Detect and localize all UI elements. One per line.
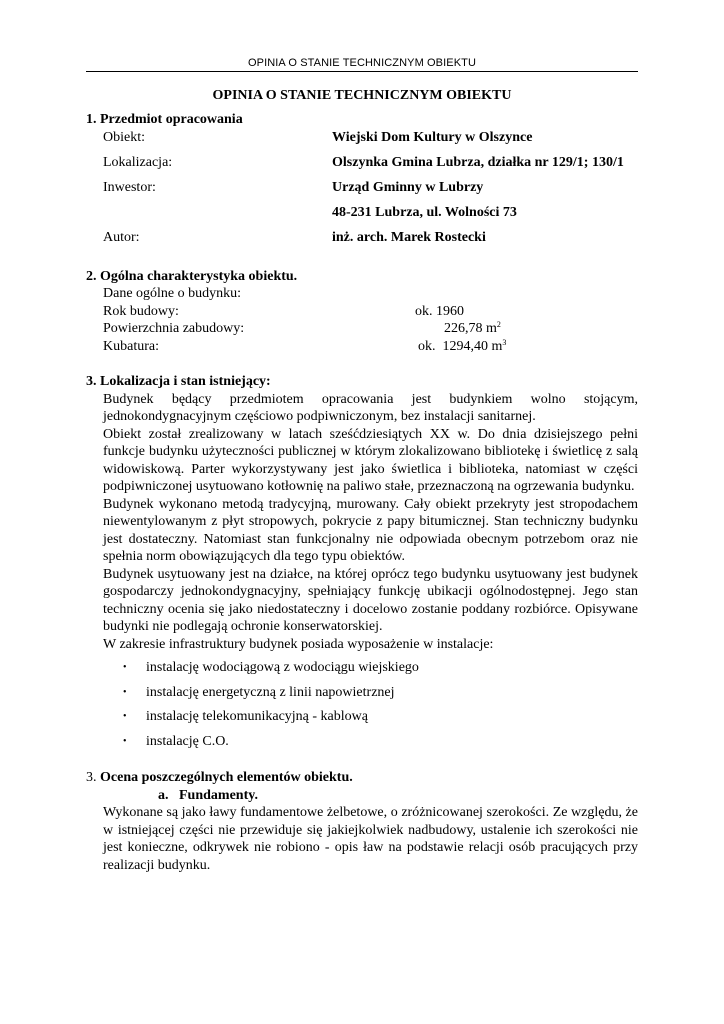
paragraph: Budynek usytuowany jest na działce, na której oprócz tego budynku usytuowany jest budynek gospodarczy jednokondygnacyjny, spełniający funkcję ubikacji ogólnodostępnej. Jego stan techniczny ocenia się jako niedostateczny i docelowo zostanie poddany rozbiórce. Opisywane budynki nie podlegają ochronie konserwatorskiej.	[103, 566, 638, 634]
paragraph: Wykonane są jako ławy fundamentowe żelbetowe, o zróżnicowanej szerokości. Ze względu, że w istniejącej części nie przewiduje się jakiejkolwiek nadbudowy, ustalenie ich szerokości nie jest konieczne, odkrywek nie robiono - opis ław na podstawie relacji osób pracujących przy realizacji budynku.	[103, 805, 638, 873]
general-data-intro: Dane ogólne o budynku:	[103, 286, 242, 301]
row-value: 226,78 $m^2$	[444, 320, 501, 336]
paragraph: W zakresie infrastruktury budynek posiada wyposażenie w instalacje:	[103, 636, 494, 652]
data-row-area	[103, 320, 638, 338]
row-label: Kubatura:	[103, 338, 159, 354]
row-value: inż. arch. Marek Rostecki	[332, 229, 486, 245]
row-value: ok. 1294,40 $m^3$	[418, 337, 507, 354]
document-title: OPINIA O STANIE TECHNICZNYM OBIEKTU	[212, 88, 512, 103]
bullet-icon: •	[123, 711, 127, 722]
data-row-volume	[103, 338, 638, 356]
running-header: OPINIA O STANIE TECHNICZNYM OBIEKTU	[247, 57, 476, 69]
row-value: 48-231 Lubrza, ul. Wolności 73	[332, 204, 517, 220]
general-data-list	[103, 303, 638, 356]
row-value: Olszynka Gmina Lubrza, działka nr 129/1; 130/1	[332, 154, 624, 170]
section-2-heading: 2. Ogólna charakterystyka obiektu.	[86, 268, 298, 284]
list-item: • instalację wodociągową z wodociągu wiejskiego	[86, 659, 638, 684]
row-label: Autor:	[103, 229, 140, 245]
subject-row-location	[103, 154, 638, 179]
bullet-icon: •	[123, 686, 127, 698]
document-body	[86, 111, 638, 874]
list-item: • instalację telekomunikacyjną - kablową	[86, 708, 638, 733]
unit-superscript: 2	[496, 320, 501, 329]
installations-list	[86, 659, 638, 757]
paragraph: Budynek będący przedmiotem opracowania jest budynkiem wolno stojącym, jednokondygnacyjnym częściowo podpiwniczonym, bez instalacji sanitarnej.	[103, 391, 638, 424]
list-item: • instalację C.O.	[86, 733, 638, 758]
row-value: Urząd Gminny w Lubrzy	[332, 179, 484, 195]
data-row-year	[103, 303, 638, 321]
row-label: Lokalizacja:	[103, 154, 173, 170]
section-1-heading: 1. Przedmiot opracowania	[86, 112, 243, 127]
subsection-heading: a. Fundamenty.	[158, 787, 258, 803]
list-item: • instalację energetyczną z linii napowietrznej	[86, 684, 638, 709]
subject-table	[103, 129, 638, 254]
paragraph: Obiekt został zrealizowany w latach sześćdziesiątych XX w. Do dnia dzisiejszego pełni funkcje budynku użyteczności publicznej w którym zlokalizowano bibliotekę i świetlicę z salą widowiskową. Parter wykorzystywany jest jako świetlica i biblioteka, natomiast w części podpiwniczonej usytuowano kotłownię na paliwo stałe, przeznaczoną na ogrzewania budynku.	[103, 426, 638, 494]
subject-row-investor	[103, 179, 638, 204]
row-label: Rok budowy:	[103, 303, 179, 319]
header-rule	[86, 71, 638, 72]
unit-superscript: 3	[502, 337, 507, 347]
row-label: Inwestor:	[103, 179, 156, 195]
row-label: Powierzchnia zabudowy:	[103, 321, 245, 336]
row-value: Wiejski Dom Kultury w Olszynce	[332, 129, 533, 145]
subject-row-author	[103, 229, 638, 254]
subject-row-address	[103, 204, 638, 229]
section-3-heading: 3. Lokalizacja i stan istniejący:	[86, 374, 271, 389]
bullet-icon: •	[123, 735, 127, 747]
row-label: Obiekt:	[103, 129, 145, 145]
section-4-heading: 3. Ocena poszczególnych elementów obiektu.	[86, 770, 353, 785]
paragraph: Budynek wykonano metodą tradycyjną, murowany. Cały obiekt przekryty jest stropodachem niewentylowanym z płyt stropowych, pokrycie z papy bitumicznej. Stan techniczny budynku jest dostateczny. Natomiast stan funkcjonalny nie odpowiada obecnym potrzebom oraz nie spełnia norm obowiązujących dla tego typu obiektów.	[103, 496, 638, 564]
subject-row-object	[103, 129, 638, 154]
bullet-icon: •	[123, 662, 127, 673]
row-value: ok. 1960	[415, 303, 464, 319]
